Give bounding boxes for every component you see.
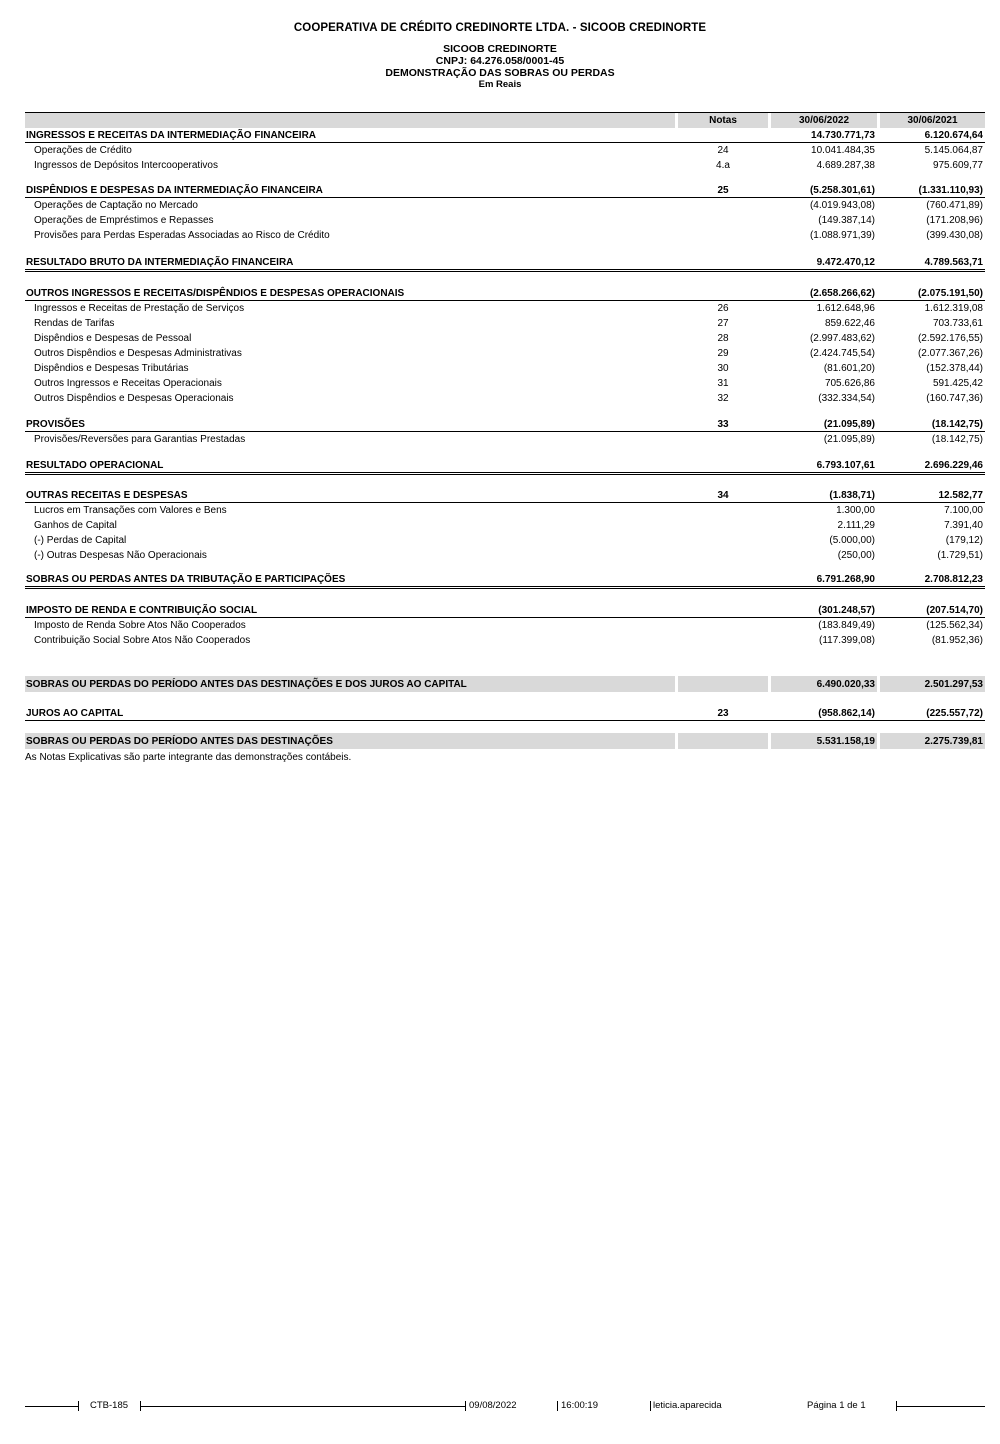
- row-value-2022: 859.622,46: [824, 318, 875, 329]
- row-label: Provisões para Perdas Esperadas Associadas ao Risco de Crédito: [34, 230, 330, 241]
- row-value-2021: (1.331.110,93): [918, 184, 983, 196]
- row-label: Imposto de Renda Sobre Atos Não Cooperados: [34, 620, 246, 631]
- row-value-2021: 7.100,00: [944, 505, 983, 516]
- row-label: RESULTADO BRUTO DA INTERMEDIAÇÃO FINANCEIRA: [26, 257, 294, 268]
- row-value-2022: 705.626,86: [824, 378, 875, 389]
- row-nota: [678, 618, 768, 633]
- table-row: [25, 316, 985, 331]
- footer-separator-tick: [78, 1401, 79, 1411]
- row-value-2021: (179,12): [945, 535, 983, 546]
- table-spacer-row: [25, 447, 985, 459]
- row-label: OUTROS INGRESSOS E RECEITAS/DISPÊNDIOS E DESPESAS OPERACIONAIS: [26, 287, 405, 299]
- table-row: [25, 518, 985, 533]
- row-value-2021: 5.145.064,87: [924, 145, 983, 156]
- row-nota: [678, 533, 768, 548]
- table-row: [25, 183, 985, 198]
- row-nota: 25: [717, 184, 729, 196]
- footer-rule-line: [25, 1406, 78, 1407]
- row-value-2021: (2.075.191,50): [917, 287, 983, 299]
- row-value-2022: (2.424.745,54): [809, 348, 875, 359]
- row-value-2022: 2.111,29: [837, 520, 875, 531]
- table-row: [25, 228, 985, 243]
- table-row: [25, 112, 985, 128]
- row-value-2022: (332.334,54): [818, 393, 875, 404]
- row-nota: [678, 228, 768, 243]
- row-nota: [678, 256, 768, 269]
- row-nota: [678, 128, 768, 142]
- row-label: (-) Outras Despesas Não Operacionais: [34, 550, 207, 561]
- table-row: [25, 128, 985, 143]
- row-value-2021: 703.733,61: [932, 318, 983, 329]
- table-row: [25, 573, 985, 589]
- table-row: [25, 198, 985, 213]
- table-row: [25, 706, 985, 721]
- row-nota: 33: [717, 418, 729, 430]
- row-value-2022: (149.387,14): [818, 215, 875, 226]
- table-row: [25, 432, 985, 447]
- table-row: [25, 459, 985, 475]
- entity-name: SICOOB CREDINORTE: [443, 43, 557, 55]
- table-spacer-row: [25, 721, 985, 733]
- table-spacer-row: [25, 173, 985, 183]
- column-header-2022: 30/06/2022: [771, 113, 877, 128]
- table-row: [25, 733, 985, 749]
- row-value-2021: (171.208,96): [926, 215, 983, 226]
- row-nota: [678, 503, 768, 518]
- row-value-2022: 9.472.470,12: [816, 257, 875, 268]
- row-label: Provisões/Reversões para Garantias Prestadas: [34, 434, 246, 445]
- table-spacer-row: [25, 243, 985, 256]
- page-footer: [0, 1398, 1000, 1418]
- row-value-2021: (160.747,36): [926, 393, 983, 404]
- row-value-2022: (958.862,14): [818, 707, 875, 719]
- statement-title: DEMONSTRAÇÃO DAS SOBRAS OU PERDAS: [385, 67, 615, 79]
- row-value-2021: 6.120.674,64: [924, 129, 983, 141]
- table-spacer-row: [25, 692, 985, 706]
- row-value-2022: (183.849,49): [818, 620, 875, 631]
- row-value-2022: (117.399,08): [819, 635, 875, 646]
- row-nota: [678, 733, 768, 749]
- statement-table: [25, 112, 985, 763]
- table-row: [25, 503, 985, 518]
- row-label: Outros Dispêndios e Despesas Operacionais: [34, 393, 234, 404]
- row-value-2022: (21.095,89): [823, 434, 875, 445]
- row-nota: [678, 548, 768, 563]
- row-value-2022: (250,00): [837, 550, 875, 561]
- row-value-2021: (1.729,51): [937, 550, 983, 561]
- row-nota: [678, 633, 768, 648]
- row-value-2021: 975.609,77: [932, 160, 983, 171]
- row-value-2022: (5.258.301,61): [809, 184, 875, 196]
- row-value-2022: 6.791.268,90: [816, 574, 875, 585]
- footer-rule-line: [897, 1406, 985, 1407]
- row-label: Operações de Empréstimos e Repasses: [34, 215, 214, 226]
- row-label: PROVISÕES: [26, 418, 85, 430]
- row-label: Ganhos de Capital: [34, 520, 117, 531]
- row-label: Ingressos e Receitas de Prestação de Serviços: [34, 303, 245, 314]
- table-row: [25, 256, 985, 272]
- table-row: [25, 533, 985, 548]
- row-label: Rendas de Tarifas: [34, 318, 115, 329]
- row-value-2021: (760.471,89): [926, 200, 983, 211]
- row-value-2021: 7.391,40: [944, 520, 983, 531]
- row-value-2021: (18.142,75): [931, 418, 983, 430]
- row-value-2022: (2.997.483,62): [809, 333, 875, 344]
- row-label: Dispêndios e Despesas Tributárias: [34, 363, 189, 374]
- table-row: [25, 676, 985, 692]
- row-value-2022: (1.088.971,39): [809, 230, 875, 241]
- row-label: DISPÊNDIOS E DESPESAS DA INTERMEDIAÇÃO FINANCEIRA: [26, 184, 323, 196]
- footer-separator-tick: [557, 1401, 558, 1411]
- table-row: [25, 548, 985, 563]
- row-value-2021: 1.612.319,08: [924, 303, 983, 314]
- row-label: OUTRAS RECEITAS E DESPESAS: [26, 489, 188, 501]
- table-spacer-row: [25, 406, 985, 417]
- row-nota: 32: [717, 393, 729, 404]
- table-row: [25, 376, 985, 391]
- row-nota: 29: [717, 348, 729, 359]
- row-value-2021: (125.562,34): [926, 620, 983, 631]
- row-value-2021: 2.501.297,53: [880, 676, 985, 692]
- row-nota: 24: [717, 145, 729, 156]
- row-label: Operações de Captação no Mercado: [34, 200, 198, 211]
- row-value-2022: 10.041.484,35: [811, 145, 875, 156]
- row-nota: 4.a: [716, 160, 730, 171]
- row-label: Outros Dispêndios e Despesas Administrativas: [34, 348, 242, 359]
- column-header-2021: 30/06/2021: [880, 113, 985, 128]
- currency-note: Em Reais: [478, 79, 522, 90]
- row-label: JUROS AO CAPITAL: [26, 707, 124, 719]
- footer-separator-tick: [465, 1401, 466, 1411]
- table-row: [25, 158, 985, 173]
- row-label: (-) Perdas de Capital: [34, 535, 127, 546]
- row-nota: [678, 198, 768, 213]
- row-value-2022: 5.531.158,19: [771, 733, 877, 749]
- row-value-2022: (4.019.943,08): [809, 200, 875, 211]
- row-nota: [678, 213, 768, 228]
- row-label: SOBRAS OU PERDAS DO PERÍODO ANTES DAS DESTINAÇÕES: [25, 733, 675, 749]
- column-header-notas: Notas: [678, 113, 768, 128]
- row-value-2022: 1.300,00: [836, 505, 875, 516]
- table-rows: [25, 112, 985, 749]
- row-nota: 26: [717, 303, 729, 314]
- table-spacer-row: [25, 589, 985, 603]
- footer-user: leticia.aparecida: [653, 1400, 722, 1411]
- row-label: Ingressos de Depósitos Intercooperativos: [34, 160, 218, 171]
- table-spacer-row: [25, 648, 985, 676]
- table-row: [25, 603, 985, 618]
- row-nota: 31: [717, 378, 729, 389]
- footer-time: 16:00:19: [561, 1400, 598, 1411]
- row-label: Dispêndios e Despesas de Pessoal: [34, 333, 192, 344]
- table-row: [25, 618, 985, 633]
- row-value-2021: (2.592.176,55): [917, 333, 983, 344]
- row-label: Operações de Crédito: [34, 145, 132, 156]
- row-nota: [678, 573, 768, 586]
- table-row: [25, 143, 985, 158]
- row-value-2022: 1.612.648,96: [816, 303, 875, 314]
- table-spacer-row: [25, 563, 985, 573]
- row-value-2021: 2.696.229,46: [924, 460, 983, 471]
- table-row: [25, 346, 985, 361]
- row-value-2022: (21.095,89): [823, 418, 875, 430]
- row-value-2021: (207.514,70): [926, 604, 983, 616]
- row-value-2021: 12.582,77: [938, 489, 983, 501]
- row-value-2022: 6.793.107,61: [816, 460, 875, 471]
- row-value-2021: (81.952,36): [931, 635, 983, 646]
- row-value-2022: 4.689.287,38: [816, 160, 875, 171]
- row-value-2021: (152.378,44): [926, 363, 983, 374]
- report-header: [0, 0, 1000, 91]
- table-row: [25, 417, 985, 432]
- row-value-2022: (81.601,20): [823, 363, 875, 374]
- row-value-2022: (301.248,57): [818, 604, 875, 616]
- row-value-2022: (5.000,00): [829, 535, 875, 546]
- row-label: INGRESSOS E RECEITAS DA INTERMEDIAÇÃO FINANCEIRA: [26, 129, 317, 141]
- table-row: [25, 213, 985, 228]
- row-nota: [678, 676, 768, 692]
- row-nota: [678, 286, 768, 300]
- row-value-2021: (2.077.367,26): [917, 348, 983, 359]
- footer-doc-code: CTB-185: [90, 1400, 129, 1411]
- row-value-2021: (225.557,72): [926, 707, 983, 719]
- row-value-2022: (1.838,71): [829, 489, 875, 501]
- table-spacer-row: [25, 475, 985, 488]
- row-value-2021: 591.425,42: [932, 378, 983, 389]
- row-nota: [678, 432, 768, 447]
- row-value-2021: 2.708.812,23: [924, 574, 983, 585]
- row-nota: [678, 459, 768, 472]
- table-row: [25, 391, 985, 406]
- row-value-2021: (399.430,08): [926, 230, 983, 241]
- row-nota: 28: [717, 333, 729, 344]
- row-nota: 27: [717, 318, 729, 329]
- row-value-2021: 4.789.563,71: [924, 257, 983, 268]
- row-nota: 34: [717, 489, 729, 501]
- table-row: [25, 488, 985, 503]
- row-label: Lucros em Transações com Valores e Bens: [34, 505, 227, 516]
- footer-page-number: Página 1 de 1: [807, 1400, 866, 1411]
- table-spacer-row: [25, 272, 985, 286]
- row-label: SOBRAS OU PERDAS ANTES DA TRIBUTAÇÃO E PARTICIPAÇÕES: [26, 574, 346, 585]
- row-label: RESULTADO OPERACIONAL: [26, 460, 164, 471]
- cnpj-line: CNPJ: 64.276.058/0001-45: [435, 55, 565, 67]
- row-nota: [678, 603, 768, 617]
- table-row: [25, 331, 985, 346]
- table-row: [25, 286, 985, 301]
- table-row: [25, 301, 985, 316]
- footer-rule-line: [141, 1406, 465, 1407]
- table-footnote: As Notas Explicativas são parte integrante das demonstrações contábeis.: [25, 752, 352, 763]
- table-row: [25, 633, 985, 648]
- row-label: SOBRAS OU PERDAS DO PERÍODO ANTES DAS DESTINAÇÕES E DOS JUROS AO CAPITAL: [25, 676, 675, 692]
- row-nota: 23: [717, 707, 729, 719]
- column-header-description: [25, 113, 675, 128]
- row-nota: [678, 518, 768, 533]
- row-value-2021: (18.142,75): [931, 434, 983, 445]
- row-value-2022: 14.730.771,73: [811, 129, 875, 141]
- footer-date: 09/08/2022: [469, 1400, 517, 1411]
- footer-separator-tick: [650, 1401, 651, 1411]
- table-row: [25, 361, 985, 376]
- row-label: Outros Ingressos e Receitas Operacionais: [34, 378, 222, 389]
- row-value-2021: 2.275.739,81: [880, 733, 985, 749]
- row-value-2022: (2.658.266,62): [809, 287, 875, 299]
- company-title: COOPERATIVA DE CRÉDITO CREDINORTE LTDA. - SICOOB CREDINORTE: [293, 22, 707, 34]
- row-value-2022: 6.490.020,33: [771, 676, 877, 692]
- row-label: IMPOSTO DE RENDA E CONTRIBUIÇÃO SOCIAL: [26, 604, 258, 616]
- row-label: Contribuição Social Sobre Atos Não Cooperados: [34, 635, 251, 646]
- row-nota: 30: [717, 363, 729, 374]
